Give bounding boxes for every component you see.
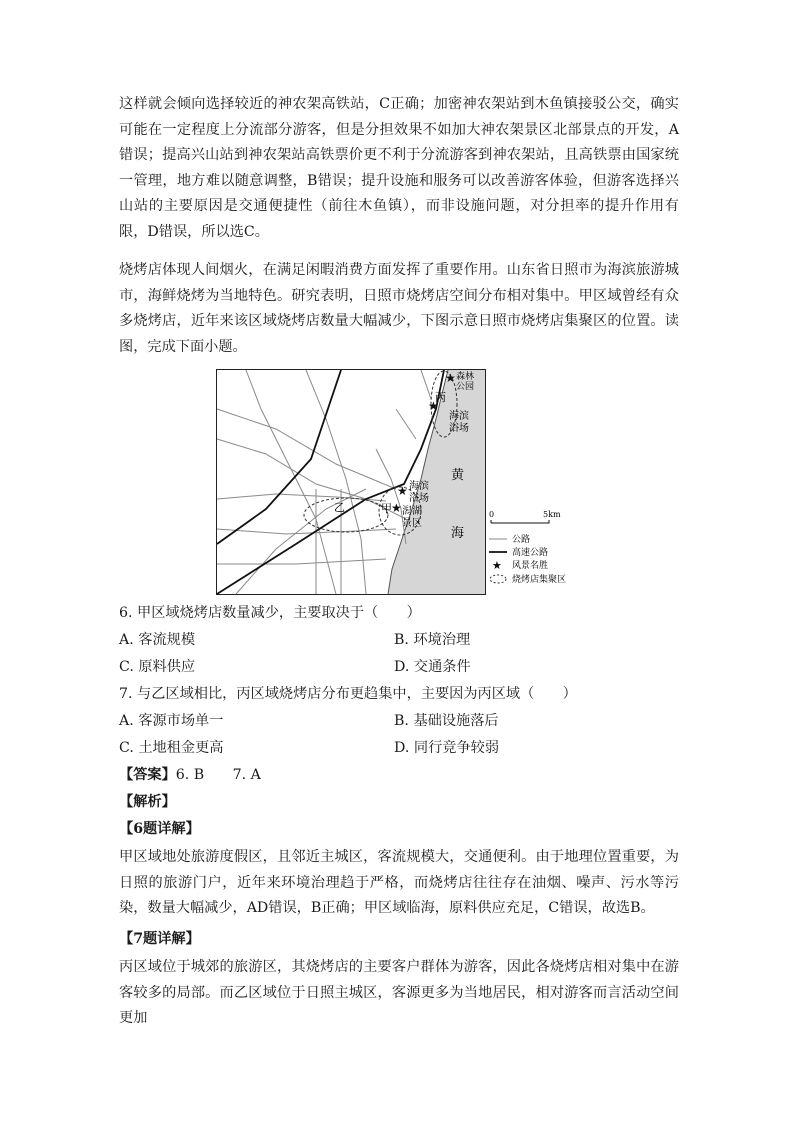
answer-line (119, 765, 261, 785)
legend-svg (487, 507, 597, 592)
intro-paragraph: 这样就会倾向选择较近的神农架高铁站，C正确；加密神农架站到木鱼镇接驳公交，确实可能在一定程度上分流部分游客，但是分担效果不如加大神农架景区北部景点的开发，A错误；提高兴山站到神农架站高铁票价更不利于分流游客到神农架站，且高铁票由国家统一管理，地方难以随意调整，B错误；提升设施和服务可以改善游客体验，但游客选择兴山站的主要原因是交通便捷性（前往木鱼镇），而非设施问题，对分担率的提升作用有限，D错误，所以选C。 (119, 96, 679, 240)
legend-highway: 高速公路 (512, 548, 549, 558)
q6-option-c: C. 原料供应 (119, 659, 196, 675)
q6-detail: 甲区域地处旅游度假区，且邻近主城区，客流规模大，交通便利。由于地理位置重要，为日照的旅游门户，近年来环境治理趋于严格，而烧烤店往往存在油烟、噪声、污水等污染，数量大幅减少，AD错误，B正确；甲区域临海，原料供应充足，C错误，故选B。 (119, 849, 679, 917)
star-icon-lagoon: ★ (391, 501, 402, 515)
map-figure (216, 369, 486, 595)
label-jia: 甲 (381, 502, 392, 515)
q7-option-c: C. 土地租金更高 (119, 740, 224, 756)
label-beach-north-2: 浴场 (449, 423, 469, 434)
label-beach-south-2: 浴场 (409, 493, 429, 504)
q7-option-a: A. 客源市场单一 (119, 713, 224, 729)
label-lake-1: 潟湖 (402, 506, 422, 517)
label-beach-north-1: 海滨 (449, 411, 469, 422)
label-sea-2: 海 (451, 526, 465, 541)
q6-option-d: D. 交通条件 (394, 659, 471, 675)
map-svg (216, 369, 486, 595)
label-beach-south-1: 海滨 (409, 481, 429, 492)
scale-zero: 0 (489, 510, 495, 519)
label-forest-park-1: 森林 (456, 372, 475, 382)
q7-stem: 7. 与乙区域相比，丙区域烧烤店分布更趋集中，主要因为丙区域（ ） (119, 686, 577, 702)
answer-value: 6. B 7. A (175, 767, 261, 783)
q7-option-b: B. 基础设施落后 (394, 713, 499, 729)
scale-bar (491, 520, 549, 523)
q6-option-a: A. 客流规模 (119, 632, 196, 648)
label-sea-1: 黄 (451, 468, 465, 483)
map-legend (487, 507, 597, 592)
scale-max: 5km (543, 510, 561, 519)
q7-detail-label: 【7题详解】 (119, 931, 200, 947)
q7-option-d: D. 同行竞争较弱 (394, 740, 500, 756)
question-stem: 烧烤店体现人间烟火，在满足闲暇消费方面发挥了重要作用。山东省日照市为海滨旅游城市，海鲜烧烤为当地特色。研究表明，日照市烧烤店空间分布相对集中。甲区域曾经有众多烧烤店，近年来该区域烧烤店数量大幅减少，下图示意日照市烧烤店集聚区的位置。读图，完成下面小题。 (119, 262, 679, 355)
label-lake-2: 景区 (402, 518, 422, 529)
analysis-label: 【解析】 (119, 794, 176, 810)
label-bing: 丙 (435, 391, 446, 404)
legend-bbq-cluster: 烧烤店集聚区 (512, 575, 567, 585)
legend-cluster-swatch (490, 575, 506, 583)
q6-option-b: B. 环境治理 (394, 632, 471, 648)
label-forest-park-2: 公园 (456, 382, 475, 392)
label-yi: 乙 (334, 501, 345, 514)
legend-scenic: 风景名胜 (512, 561, 549, 571)
answer-label: 【答案】 (119, 767, 176, 783)
q6-stem: 6. 甲区域烧烤店数量减少，主要取决于（ ） (119, 605, 421, 621)
q6-detail-label: 【6题详解】 (119, 821, 200, 837)
star-icon-beach-north: ★ (428, 399, 439, 413)
q7-detail: 丙区域位于城郊的旅游区，其烧烤店的主要客户群体为游客，因此各烧烤店相对集中在游客较多的局部。而乙区域位于日照主城区，客源更多为当地居民，相对游客而言活动空间更加 (119, 959, 679, 1027)
star-icon-beach-south: ★ (397, 484, 408, 498)
legend-star-icon: ★ (492, 559, 502, 572)
star-icon-forest-park: ★ (445, 371, 456, 385)
legend-road: 公路 (512, 535, 531, 545)
